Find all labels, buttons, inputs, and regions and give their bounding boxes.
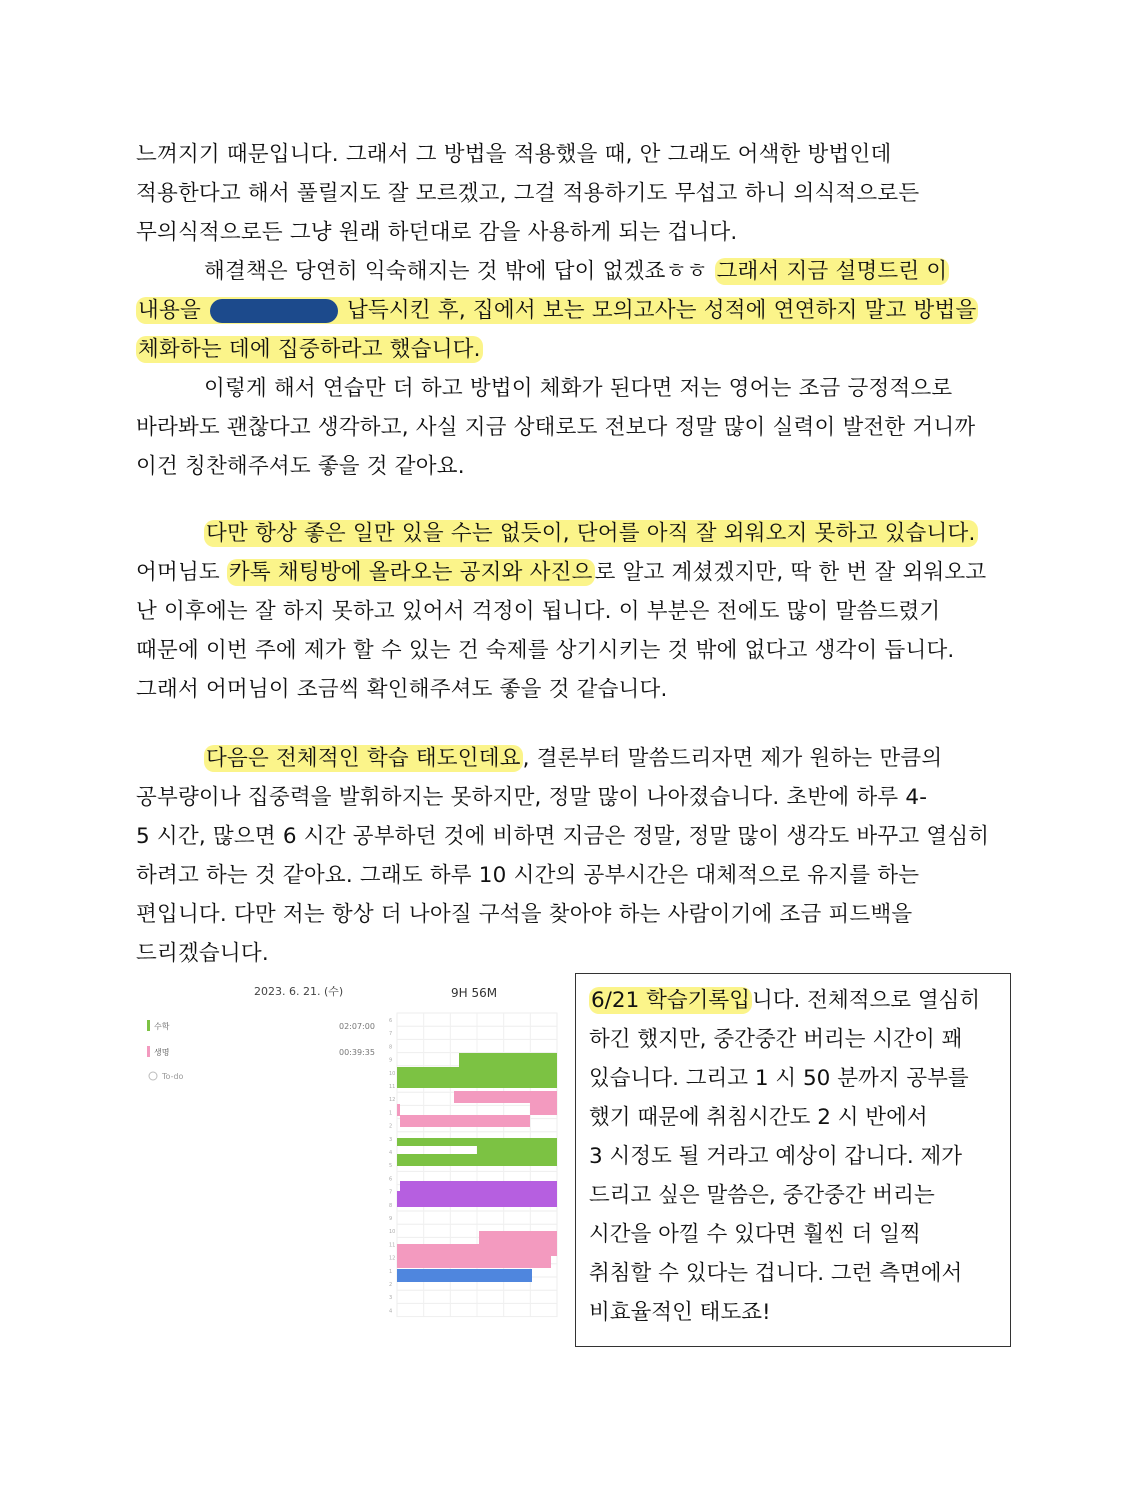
subject-time: 00:39:35 <box>339 1048 375 1057</box>
note-line: 하긴 했지만, 중간중간 버리는 시간이 꽤 <box>589 1027 963 1052</box>
text-segment: 내용을 <box>138 298 208 323</box>
text-segment: , 결론부터 말씀드리자면 제가 원하는 만큼의 <box>522 746 943 771</box>
hour-label: 5 <box>389 1163 393 1170</box>
note-line <box>589 986 980 1016</box>
highlighted-text <box>136 297 978 324</box>
body-line <box>204 519 978 549</box>
hour-label: 10 <box>389 1070 396 1077</box>
bio-marker <box>147 1046 150 1057</box>
body-line: 이렇게 해서 연습만 더 하고 방법이 체화가 된다면 저는 영어는 조금 긍정적으로 <box>204 376 953 401</box>
text-segment: 어머님도 <box>136 560 227 585</box>
bio-block <box>397 1244 557 1256</box>
math-block <box>459 1053 557 1067</box>
body-line: 무의식적으로든 그냥 원래 하던대로 감을 사용하게 되는 겁니다. <box>136 220 738 245</box>
note-line: 취침할 수 있다는 겁니다. 그런 측면에서 <box>589 1261 963 1286</box>
text-segment: 로 알고 계셨겠지만, 딱 한 번 잘 외워오고 <box>594 560 987 585</box>
hour-label: 9 <box>389 1057 393 1064</box>
hour-label: 8 <box>389 1044 393 1051</box>
highlighted-text: 다음은 전체적인 학습 태도인데요 <box>206 746 521 771</box>
add-icon <box>149 1072 157 1080</box>
hour-label: 3 <box>389 1295 393 1302</box>
study-log-screenshot <box>136 978 564 1328</box>
note-line: 드리고 싶은 말씀은, 중간중간 버리는 <box>589 1183 935 1208</box>
note-line: 비효율적인 태도죠! <box>589 1300 771 1325</box>
todo-label: To-do <box>162 1072 184 1081</box>
bio-block <box>479 1231 557 1244</box>
subject-time: 02:07:00 <box>339 1022 375 1031</box>
hour-label: 12 <box>389 1097 396 1104</box>
highlighted-text: 체화하는 데에 집중하라고 했습니다. <box>138 337 481 362</box>
body-line: 그래서 어머님이 조금씩 확인해주셔도 좋을 것 같습니다. <box>136 677 668 702</box>
log-date: 2023. 6. 21. (수) <box>254 985 344 998</box>
hour-label: 1 <box>389 1110 393 1117</box>
redaction-mark <box>210 299 338 323</box>
hour-label: 1 <box>389 1268 393 1275</box>
body-line: 하려고 하는 것 같아요. 그래도 하루 10 시간의 공부시간은 대체적으로 유지를 하는 <box>136 863 920 888</box>
study-log-figure <box>136 978 564 1328</box>
body-line <box>136 335 483 365</box>
hour-label: 12 <box>389 1255 396 1262</box>
hour-label: 2 <box>389 1282 393 1288</box>
body-line: 때문에 이번 주에 제가 할 수 있는 건 숙제를 상기시키는 것 밖에 없다고 생각이 듭니다. <box>136 638 955 663</box>
body-line: 적용한다고 해서 풀릴지도 잘 모르겠고, 그걸 적용하기도 무섭고 하니 의식적으로든 <box>136 181 920 206</box>
blue-block <box>397 1269 532 1282</box>
bio-block <box>397 1256 551 1268</box>
bio-block <box>454 1091 530 1103</box>
body-line: 느껴지기 때문입니다. 그래서 그 방법을 적용했을 때, 안 그래도 어색한 방법인데 <box>136 142 892 167</box>
hour-label: 9 <box>389 1216 393 1222</box>
note-box <box>575 973 1011 1347</box>
subject-name: 생명 <box>154 1048 170 1057</box>
body-line: 드리겠습니다. <box>136 941 269 966</box>
purple-block <box>397 1191 557 1207</box>
hour-label: 4 <box>389 1150 393 1156</box>
body-line: 난 이후에는 잘 하지 못하고 있어서 걱정이 됩니다. 이 부분은 전에도 많이 말씀드렸기 <box>136 599 941 624</box>
math-block <box>397 1067 557 1088</box>
bio-block <box>400 1115 530 1127</box>
hour-label: 7 <box>389 1189 393 1196</box>
highlighted-text: 다만 항상 좋은 일만 있을 수는 없듯이, 단어를 아직 잘 외워오지 못하고 있습니다. <box>206 521 976 546</box>
highlighted-text: 6/21 학습기록입 <box>591 988 750 1013</box>
note-line: 했기 때문에 취침시간도 2 시 반에서 <box>589 1105 928 1130</box>
body-line: 편입니다. 다만 저는 항상 더 나아질 구석을 찾아야 하는 사람이기에 조금 피드백을 <box>136 902 913 927</box>
math-marker <box>147 1020 150 1031</box>
body-line: 5 시간, 많으면 6 시간 공부하던 것에 비하면 지금은 정말, 정말 많이 생각도 바꾸고 열심히 <box>136 824 990 849</box>
note-line: 있습니다. 그리고 1 시 50 분까지 공부를 <box>589 1066 969 1091</box>
body-line <box>136 558 986 588</box>
hour-label: 4 <box>389 1308 393 1315</box>
subject-name: 수학 <box>154 1022 170 1031</box>
bio-block <box>530 1091 557 1115</box>
hour-label: 6 <box>389 1176 393 1183</box>
hour-label: 10 <box>389 1229 396 1236</box>
note-line: 3 시정도 될 거라고 예상이 갑니다. 제가 <box>589 1144 963 1169</box>
hour-label: 2 <box>389 1123 393 1130</box>
body-line <box>136 296 978 326</box>
hour-label: 6 <box>389 1018 393 1024</box>
math-block <box>477 1143 557 1155</box>
purple-block <box>400 1181 557 1191</box>
math-block <box>397 1154 557 1166</box>
highlighted-text: 카톡 채팅방에 올라오는 공지와 사진으 <box>228 560 593 585</box>
hour-label: 11 <box>389 1242 396 1249</box>
body-line: 공부량이나 집중력을 발휘하지는 못하지만, 정말 많이 나아졌습니다. 초반에 하루 4- <box>136 785 928 810</box>
note-line: 시간을 아낄 수 있다면 훨씬 더 일찍 <box>589 1222 921 1247</box>
bio-block <box>397 1104 400 1116</box>
text-segment: 해결책은 당연히 익숙해지는 것 밖에 답이 없겠죠ㅎㅎ <box>204 259 715 284</box>
text-segment: 납득시킨 후, 집에서 보는 모의고사는 성적에 연연하지 말고 방법을 <box>339 298 977 323</box>
body-line: 이건 칭찬해주셔도 좋을 것 같아요. <box>136 454 465 479</box>
hour-label: 7 <box>389 1031 393 1038</box>
hour-label: 3 <box>389 1136 393 1143</box>
body-line <box>204 257 949 287</box>
body-line: 바라봐도 괜찮다고 생각하고, 사실 지금 상태로도 전보다 정말 많이 실력이 발전한 거니까 <box>136 415 976 440</box>
highlighted-text: 그래서 지금 설명드린 이 <box>716 259 948 284</box>
text-segment: 니다. 전체적으로 열심히 <box>751 988 981 1013</box>
log-total: 9H 56M <box>451 986 498 1000</box>
hour-label: 11 <box>389 1084 396 1090</box>
body-line <box>204 744 942 774</box>
hour-label: 8 <box>389 1202 393 1209</box>
